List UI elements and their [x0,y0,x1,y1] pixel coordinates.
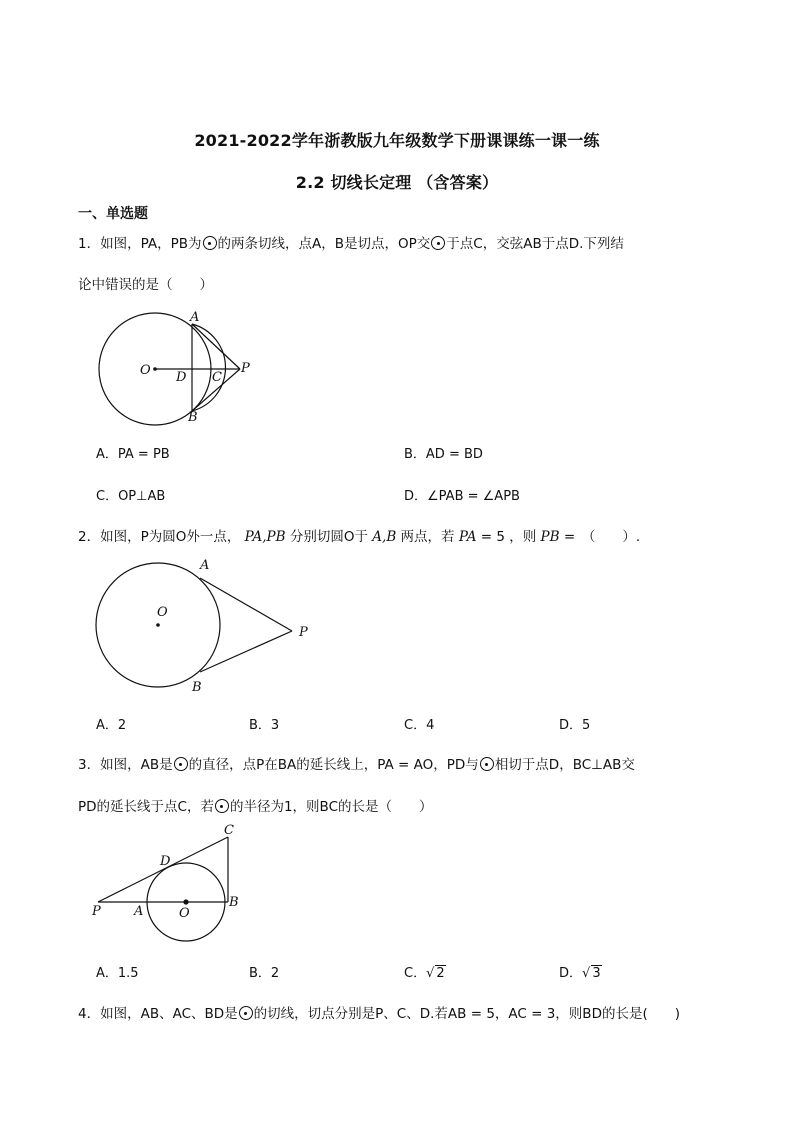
question-3-figure [88,822,248,944]
document-subtitle: 2.2 切线长定理 （含答案） [295,173,499,192]
circle-o-symbol [215,799,229,813]
label-o: O [179,906,190,921]
question-1-option-b[interactable]: B．AD = BD [404,447,483,462]
label-o: O [157,605,168,620]
section-heading: 一、单选题 [78,206,148,222]
question-3-text-line2: PD的延长线于点C，若 的半径为1，则BC的长是（ ） [78,799,433,815]
question-2-option-c[interactable]: C．4 [404,718,435,733]
circle-o-symbol [431,236,445,250]
label-b: B [192,680,202,695]
question-2-figure [92,555,322,695]
label-b: B [229,895,239,910]
label-d: D [160,854,171,869]
sqrt-radicand: 3 [592,966,601,981]
question-1-text: 1．如图，PA，PB为 的两条切线，点A，B是切点，OP交 于点C，交弦AB于点D.下列结 [78,236,624,252]
label-d: D [176,370,187,385]
label-a: A [200,558,210,573]
question-3-option-c[interactable]: C．√ 2 [404,966,445,981]
label-p: P [92,904,101,919]
question-1-option-d[interactable]: D．∠PAB = ∠APB [404,489,520,504]
sqrt-radicand: 2 [436,966,445,981]
question-1-text-line2: 论中错误的是（ ） [78,277,213,293]
document-title: 2021-2022学年浙教版九年级数学下册课课练一课一练 [194,131,600,150]
circle-o-symbol [203,236,217,250]
question-3-option-b[interactable]: B．2 [249,966,280,981]
question-2-option-d[interactable]: D．5 [559,718,591,733]
question-3-text: 3．如图，AB是 的直径，点P在BA的延长线上，PA = AO，PD与 相切于点D，BC⊥AB交 [78,757,635,773]
question-2-option-b[interactable]: B．3 [249,718,280,733]
label-c: C [212,370,222,385]
label-c: C [224,823,234,838]
question-4-text: 4．如图，AB、AC、BD是 的切线，切点分别是P、C、D.若AB = 5，AC = 3，则BD的长是( ) [78,1006,681,1022]
label-a: A [190,310,200,325]
circle-o-symbol [239,1006,253,1020]
label-p: P [299,625,308,640]
label-a: A [134,904,144,919]
question-1-option-a[interactable]: A．PA = PB [96,447,170,462]
circle-o-symbol [174,757,188,771]
label-p: P [241,361,250,376]
question-3-option-a[interactable]: A．1.5 [96,966,139,981]
circle-o-symbol [480,757,494,771]
label-o: O [140,363,151,378]
question-2-text: 2．如图，P为圆O外一点， PA,PB 分别切圆O于 A,B 两点，若 PA = 5 ，则 PB = （ ）. [78,529,641,545]
question-2-option-a[interactable]: A．2 [96,718,127,733]
label-b: B [188,410,198,425]
sqrt-sign: √ [582,966,591,981]
sqrt-sign: √ [426,966,435,981]
question-3-option-d[interactable]: D．√ 3 [559,966,601,981]
question-1-option-c[interactable]: C．OP⊥AB [96,489,166,504]
question-1-figure [90,305,260,430]
